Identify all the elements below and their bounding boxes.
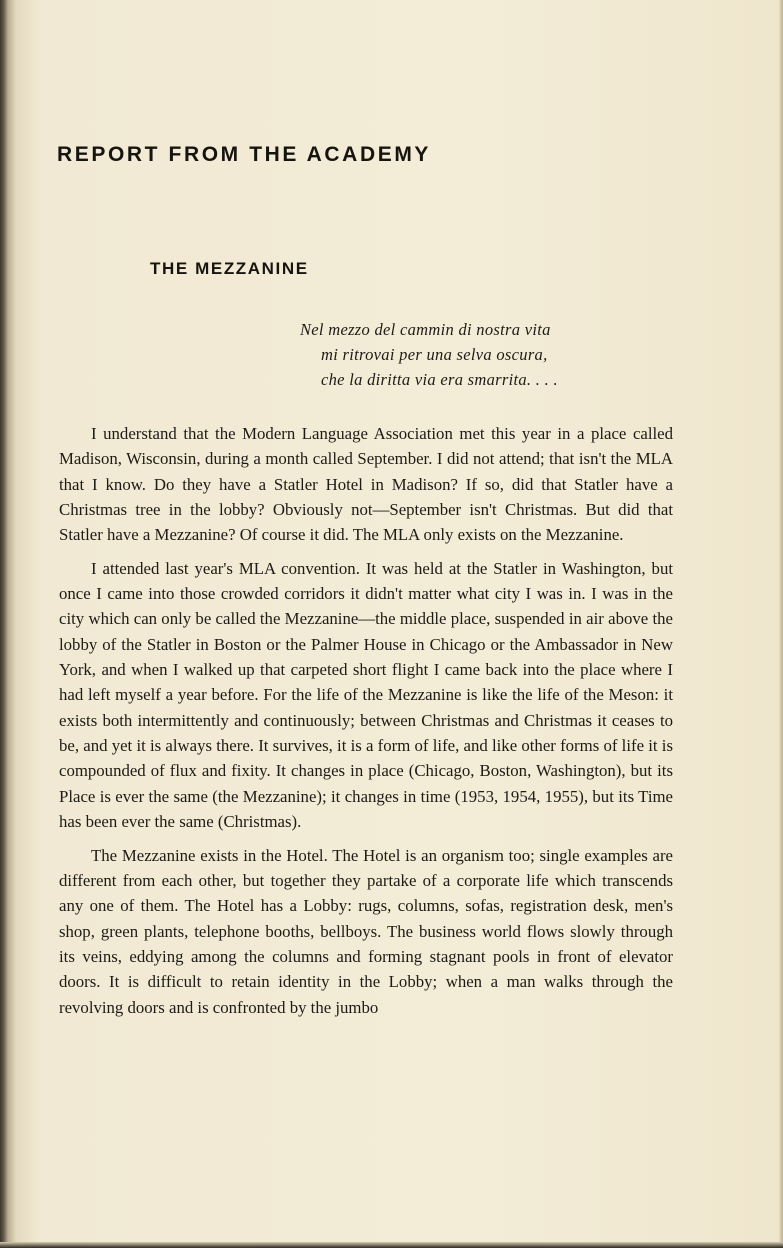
paragraph: I attended last year's MLA convention. It was held at the Statler in Washington, but once I came into those crowded corridors it didn't matter what city I was in. I was in the city which can only be called the Mezzanine—the middle place, suspended in air above the lobby of the Statler in Boston or the Palmer House in Chicago or the Ambassador in New York, and when I walked up that carpeted short flight I came back into the place where I had left myself a year before. For the life of the Mezzanine is like the life of the Meson: it exists both intermittently and continuously; between Christmas and Christmas it ceases to be, and yet it is always there. It survives, it is a form of life, and like other forms of life it is compounded of flux and fixity. It changes in place (Chicago, Boston, Washington), but its Place is ever the same (the Mezzanine); it changes in time (1953, 1954, 1955), but its Time has been ever the same (Christmas). bbox=[59, 558, 673, 832]
body-text bbox=[59, 421, 673, 1028]
epigraph-line: Nel mezzo del cammin di nostra vita bbox=[300, 320, 551, 339]
page-edge bbox=[779, 0, 783, 1248]
paragraph: The Mezzanine exists in the Hotel. The Hotel is an organism too; single examples are different from each other, but together they partake of a corporate life which transcends any one of them. The Hotel has a Lobby: rugs, columns, sofas, registration desk, men's shop, green plants, telephone booths, bellboys. The business world flows slowly through its veins, eddying among the columns and forming stagnant pools in front of elevator doors. It is difficult to retain identity in the Lobby; when a man walks through the revolving doors and is confronted by the jumbo bbox=[59, 845, 673, 1017]
article-title: THE MEZZANINE bbox=[150, 259, 309, 278]
page-edge bbox=[0, 1242, 783, 1248]
epigraph-line: mi ritrovai per una selva oscura, bbox=[321, 345, 548, 364]
epigraph bbox=[300, 317, 680, 392]
epigraph-line: che la diritta via era smarrita. . . . bbox=[321, 370, 558, 389]
paragraph: I understand that the Modern Language Association met this year in a place called Madison, Wisconsin, during a month called September. I did not attend; that isn't the MLA that I know. Do they have a Statler Hotel in Madison? If so, did that Statler have a Christmas tree in the lobby? Obviously not—September isn't Christmas. But did that Statler have a Mezzanine? Of course it did. The MLA only exists on the Mezzanine. bbox=[59, 424, 673, 545]
section-title: REPORT FROM THE ACADEMY bbox=[57, 143, 432, 166]
